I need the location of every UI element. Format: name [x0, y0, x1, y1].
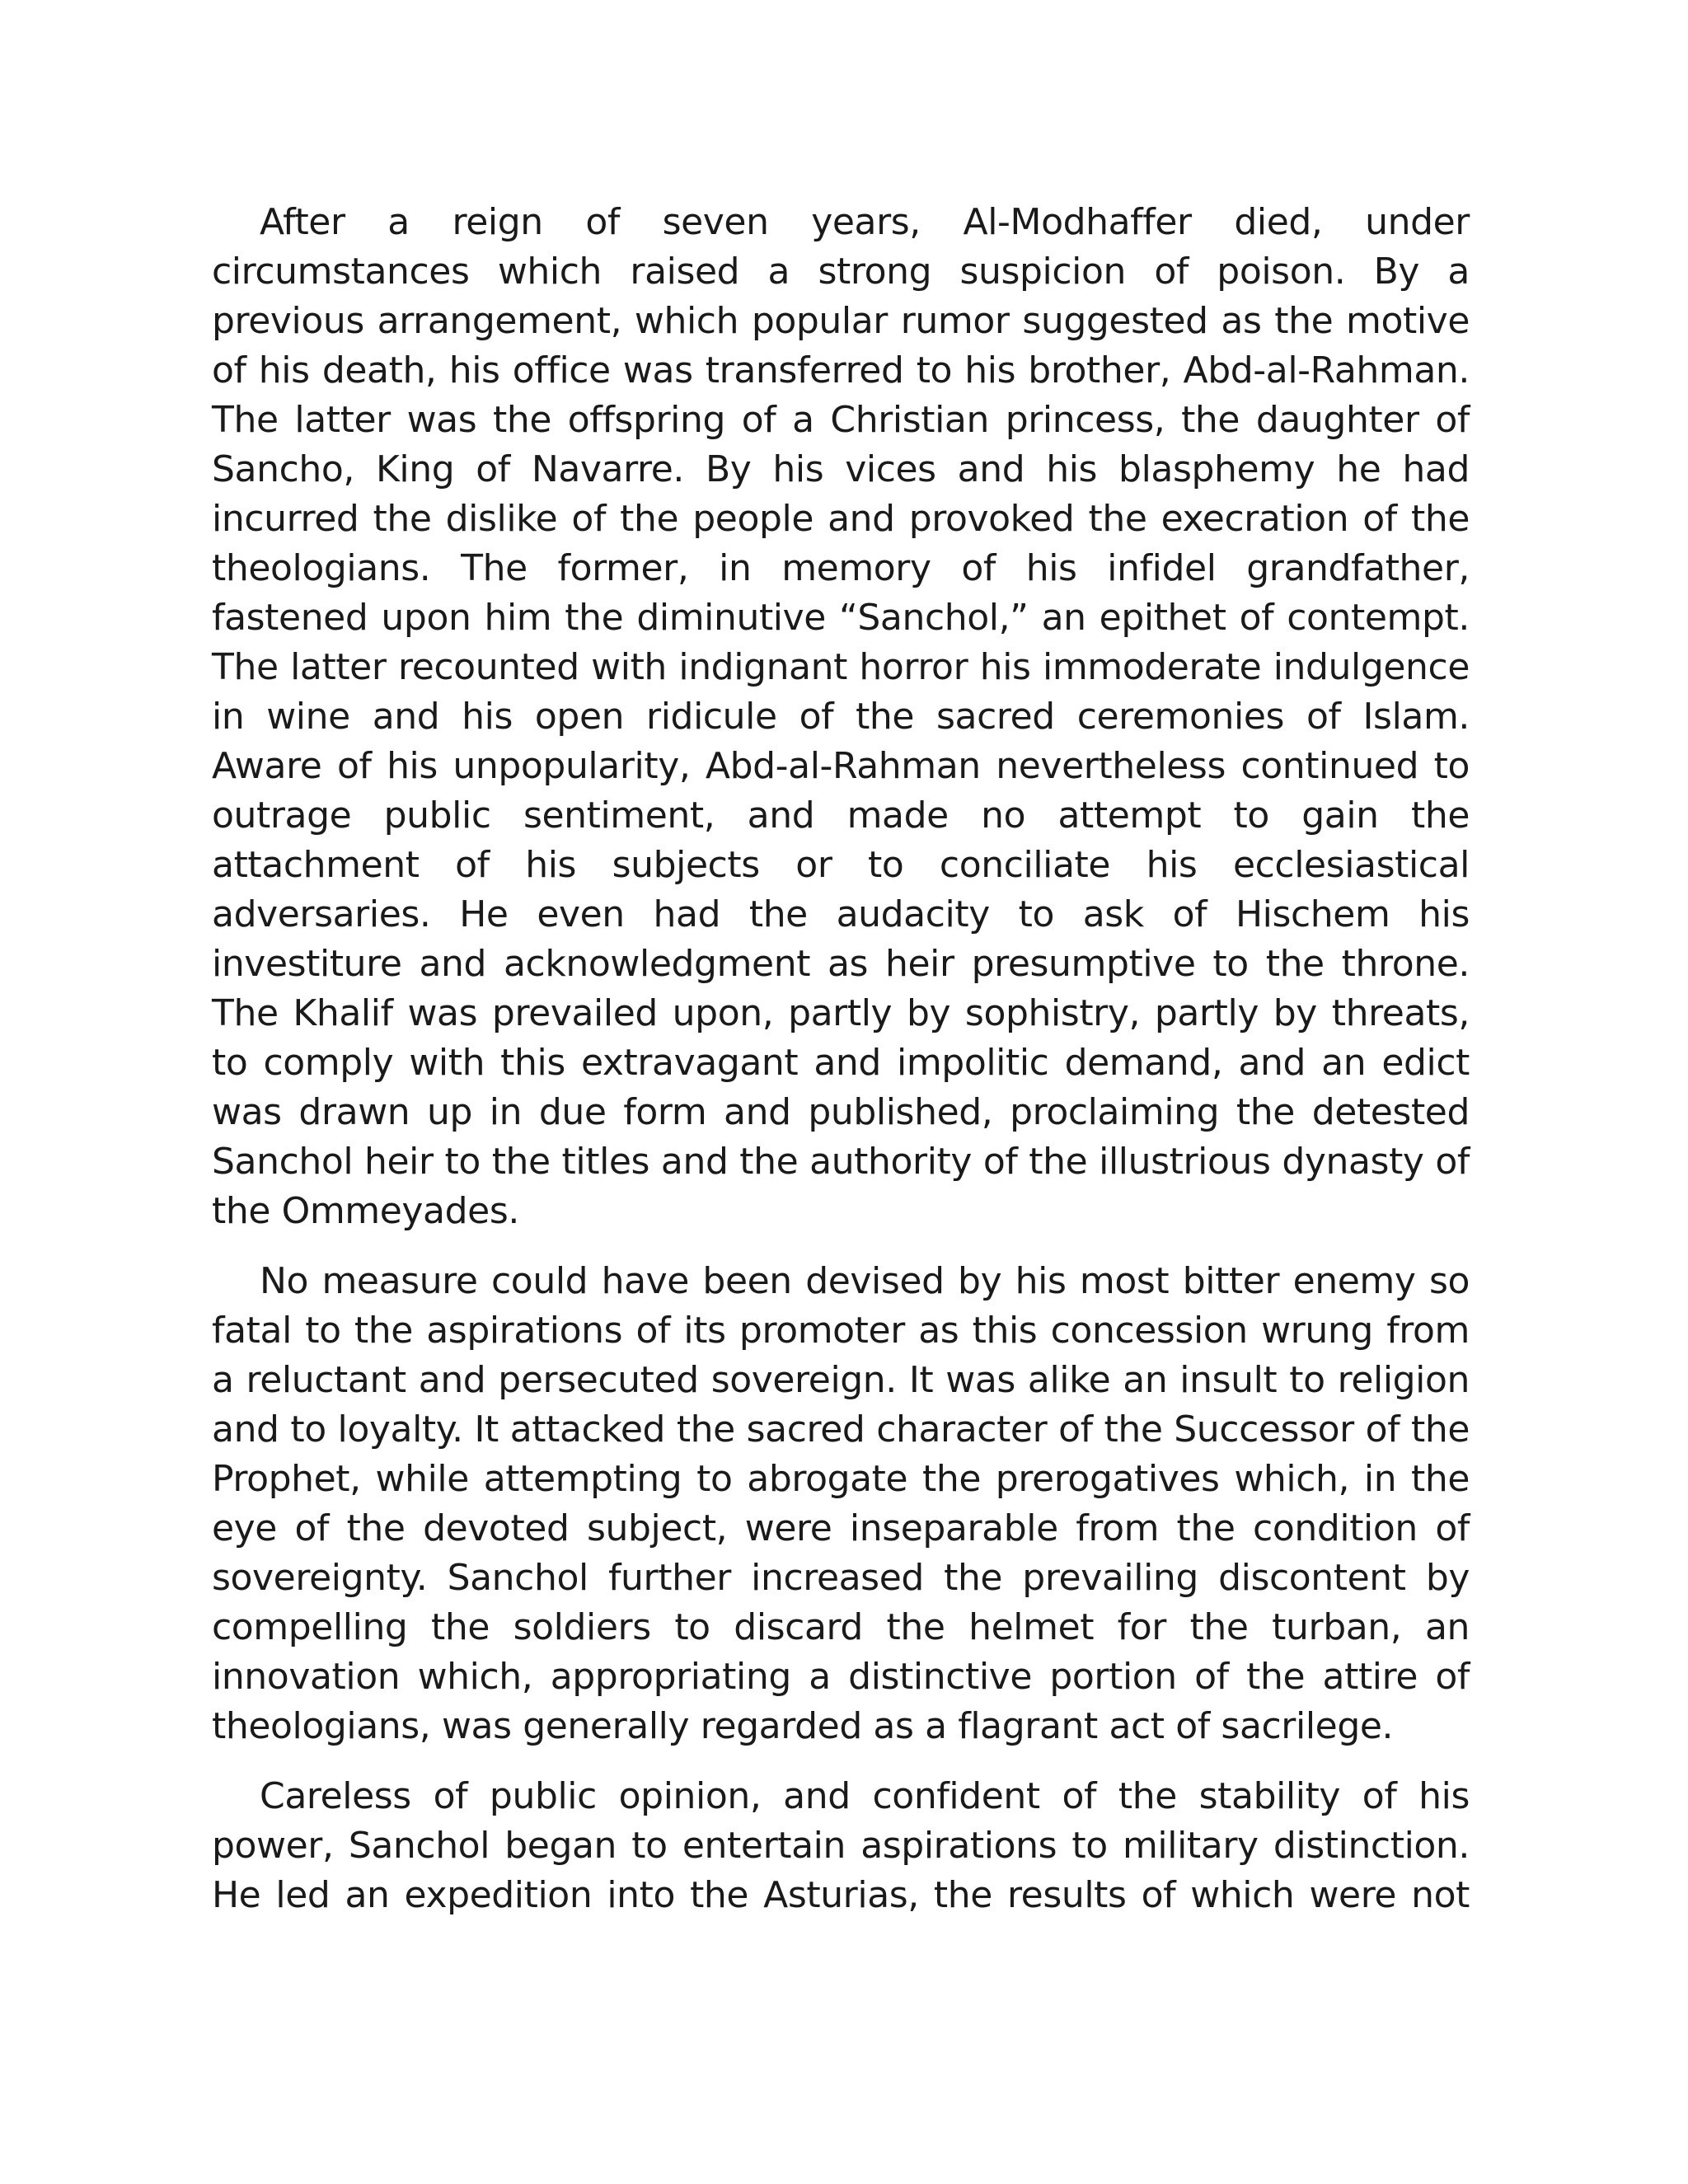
paragraph-2: No measure could have been devised by his most bitter enemy so fatal to the aspirations of its promoter as this concession wrung from a reluctant and persecuted sovereign. It was alike an insult to religion and to loyalty. It attacked the sacred character of the Successor of the Prophet, while attempting to abrogate the prerogatives which, in the eye of the devoted subject, were inseparable from the condition of sovereignty. Sanchol further increased the prevailing discontent by compelling the soldiers to discard the helmet for the turban, an innovation which, appropriating a distinctive portion of the attire of theologians, was generally regarded as a flagrant act of sacrilege.	[212, 1260, 1470, 1747]
paragraph-1: After a reign of seven years, Al-Modhaffer died, under circumstances which raised a strong suspicion of poison. By a previous arrangement, which popular rumor suggested as the motive of his death, his office was transferred to his brother, Abd-al-Rahman. The latter was the offspring of a Christian princess, the daughter of Sancho, King of Navarre. By his vices and his blasphemy he had incurred the dislike of the people and provoked the execration of the theologians. The former, in memory of his infidel grandfather, fastened upon him the diminutive “Sanchol,” an epithet of contempt. The latter recounted with indignant horror his immoderate indulgence in wine and his open ridicule of the sacred ceremonies of Islam. Aware of his unpopularity, Abd-al-Rahman nevertheless continued to outrage public sentiment, and made no attempt to gain the attachment of his subjects or to conciliate his ecclesiastical adversaries. He even had the audacity to ask of Hischem his investiture and acknowledgment as heir presumptive to the throne. The Khalif was prevailed upon, partly by sophistry, partly by threats, to comply with this extravagant and impolitic demand, and an edict was drawn up in due form and published, proclaiming the detested Sanchol heir to the titles and the authority of the illustrious dynasty of the Ommeyades.	[212, 201, 1470, 1232]
body-text	[212, 198, 1470, 1920]
paragraph-3: Careless of public opinion, and confident of the stability of his power, Sanchol began to entertain aspirations to military distinction. He led an expedition into the Asturias, the results of which were not	[212, 1775, 1470, 1916]
